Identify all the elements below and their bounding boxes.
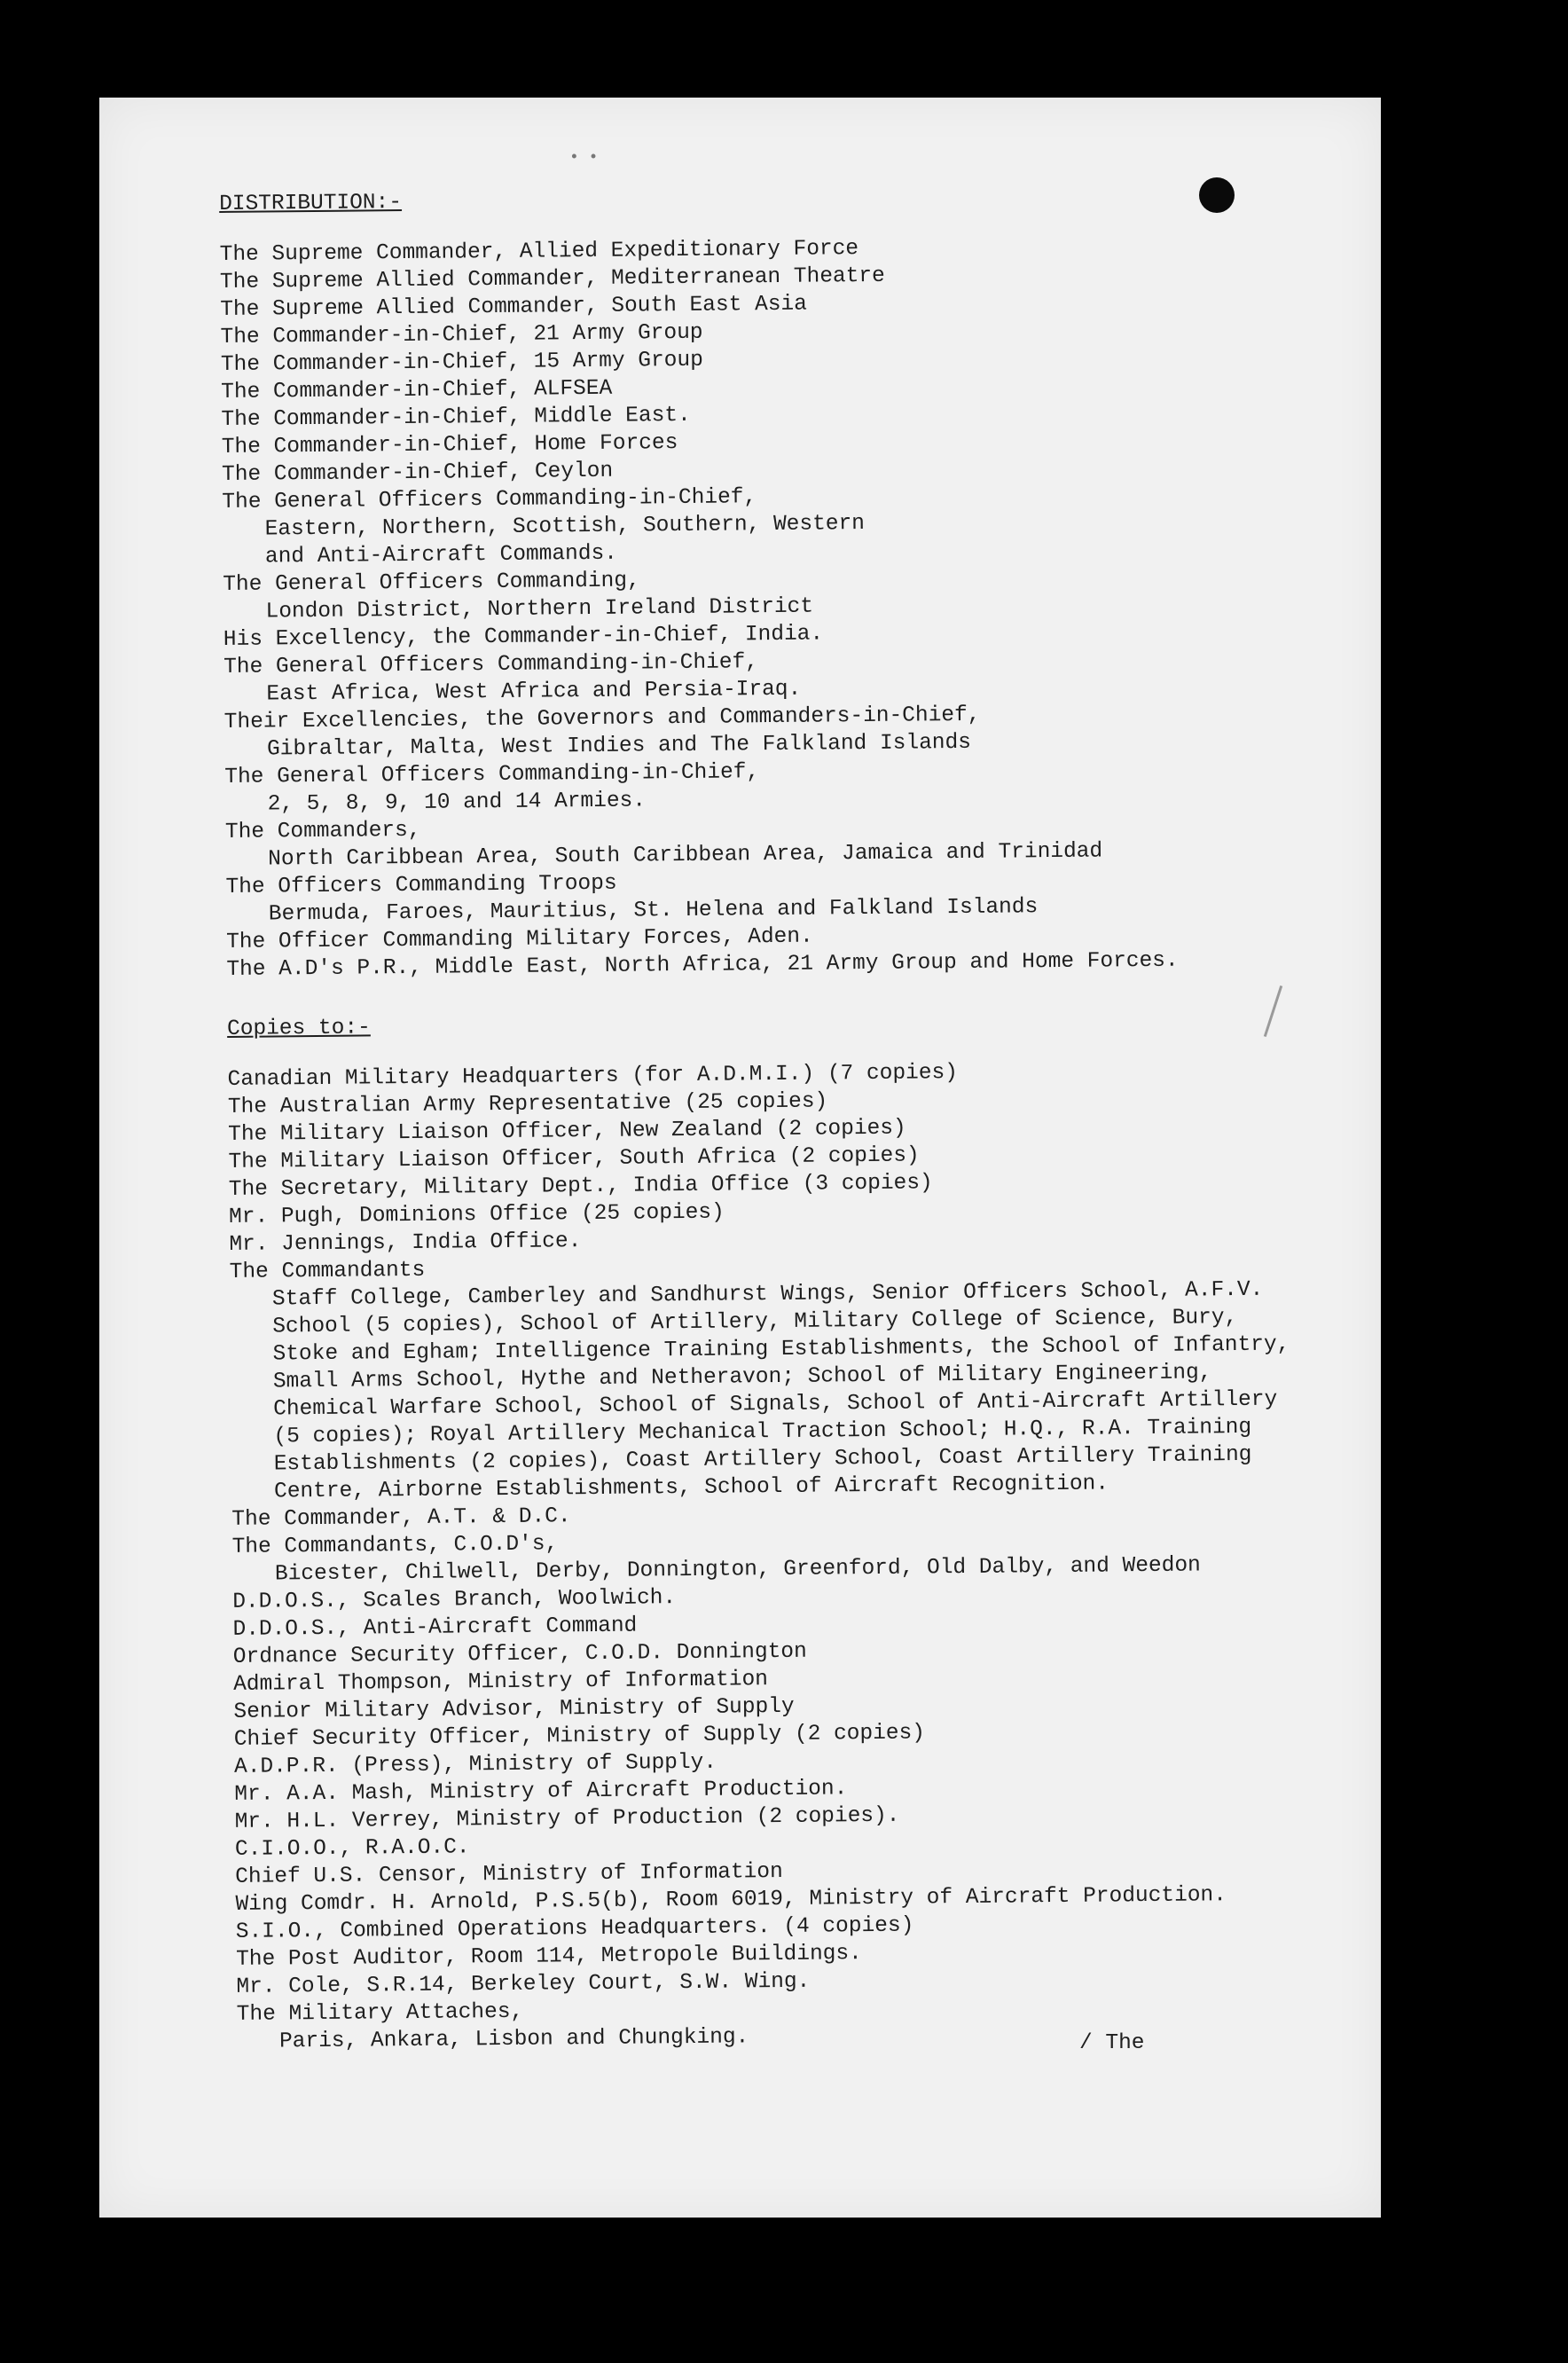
copies-line: Mr. Jennings, India Office. bbox=[229, 1229, 582, 1257]
distribution-line: Eastern, Northern, Scottish, Southern, Western bbox=[264, 512, 866, 542]
copies-line: Mr. Pugh, Dominions Office (25 copies) bbox=[228, 1200, 725, 1229]
distribution-line: East Africa, West Africa and Persia-Iraq. bbox=[266, 677, 802, 707]
copies-list bbox=[227, 1056, 1372, 2056]
copies-line: Bicester, Chilwell, Derby, Donnington, Greenford, Old Dalby, and Weedon bbox=[274, 1553, 1201, 1587]
copies-line: Chief U.S. Censor, Ministry of Information bbox=[235, 1859, 783, 1889]
copies-line: The Australian Army Representative (25 copies) bbox=[227, 1089, 828, 1119]
distribution-list bbox=[220, 231, 1362, 984]
copies-line: D.D.O.S., Anti-Aircraft Command bbox=[232, 1613, 638, 1642]
distribution-line: The General Officers Commanding, bbox=[223, 569, 640, 597]
copies-line: Canadian Military Headquarters (for A.D.M.I.) (7 copies) bbox=[227, 1061, 959, 1092]
distribution-line: 2, 5, 8, 9, 10 and 14 Armies. bbox=[267, 789, 647, 817]
distribution-line: The Commander-in-Chief, ALFSEA bbox=[221, 376, 613, 404]
continuation-mark: / The bbox=[1079, 2031, 1145, 2055]
distribution-line: His Excellency, the Commander-in-Chief, India. bbox=[223, 622, 824, 652]
distribution-line: The Commander-in-Chief, Middle East. bbox=[221, 403, 691, 432]
copies-line: Paris, Ankara, Lisbon and Chungking. bbox=[278, 2025, 749, 2054]
distribution-line: The Supreme Allied Commander, South East Asia bbox=[220, 292, 807, 322]
copies-line: The Military Liaison Officer, South Africa (2 copies) bbox=[228, 1143, 920, 1174]
copies-line: The Commandants, C.O.D's, bbox=[231, 1532, 559, 1559]
copies-heading: Copies to:- bbox=[226, 1016, 371, 1041]
copies-line: Senior Military Advisor, Ministry of Supply bbox=[233, 1694, 795, 1724]
distribution-line: The Commander-in-Chief, 15 Army Group bbox=[220, 348, 703, 377]
copies-line: S.I.O., Combined Operations Headquarters. (4 copies) bbox=[235, 1913, 914, 1944]
copies-line: Establishments (2 copies), Coast Artillery School, Coast Artillery Training bbox=[273, 1442, 1252, 1477]
copies-line: D.D.O.S., Scales Branch, Woolwich. bbox=[232, 1586, 677, 1614]
copies-line: (5 copies); Royal Artillery Mechanical Traction School; H.Q., R.A. Training bbox=[273, 1415, 1252, 1449]
distribution-line: The General Officers Commanding-in-Chief, bbox=[224, 760, 760, 789]
copies-line: C.I.O.O., R.A.O.C. bbox=[234, 1835, 470, 1862]
copies-line: Admiral Thompson, Ministry of Information bbox=[233, 1668, 769, 1697]
distribution-line: The Commanders, bbox=[224, 818, 421, 844]
copies-line: Mr. Cole, S.R.14, Berkeley Court, S.W. Wing. bbox=[236, 1969, 811, 1999]
copies-line: Centre, Airborne Establishments, School of Aircraft Recognition. bbox=[273, 1472, 1109, 1504]
distribution-line: and Anti-Aircraft Commands. bbox=[264, 541, 618, 569]
copies-line: Chemical Warfare School, School of Signals, School of Anti-Aircraft Artillery bbox=[273, 1387, 1278, 1422]
copies-line: A.D.P.R. (Press), Ministry of Supply. bbox=[233, 1750, 717, 1779]
copies-line: Mr. A.A. Mash, Ministry of Aircraft Production. bbox=[234, 1777, 848, 1807]
copies-line: The Military Attaches, bbox=[236, 1999, 524, 2027]
distribution-line: The General Officers Commanding-in-Chief, bbox=[223, 650, 759, 679]
copies-line: The Commander, A.T. & D.C. bbox=[231, 1504, 571, 1532]
copies-line: Mr. H.L. Verrey, Ministry of Production (2 copies). bbox=[234, 1803, 900, 1834]
distribution-heading: DISTRIBUTION:- bbox=[219, 191, 403, 216]
distribution-line: Their Excellencies, the Governors and Commanders-in-Chief, bbox=[223, 703, 981, 734]
distribution-line: The Commander-in-Chief, 21 Army Group bbox=[220, 320, 703, 349]
copies-line: The Military Liaison Officer, New Zealand (2 copies) bbox=[228, 1116, 906, 1147]
distribution-line: Bermuda, Faroes, Mauritius, St. Helena and Falkland Islands bbox=[268, 895, 1039, 927]
copies-line: Ordnance Security Officer, C.O.D. Donnington bbox=[232, 1639, 807, 1669]
copies-line: The Commandants bbox=[229, 1258, 426, 1284]
distribution-line: The Commander-in-Chief, Home Forces bbox=[221, 431, 678, 459]
copies-line: Chief Security Officer, Ministry of Supply (2 copies) bbox=[233, 1721, 926, 1752]
distribution-line: The General Officers Commanding-in-Chief, bbox=[222, 485, 757, 514]
document-page bbox=[99, 98, 1381, 2218]
copies-line: Wing Comdr. H. Arnold, P.S.5(b), Room 6019, Ministry of Aircraft Production. bbox=[235, 1883, 1227, 1917]
distribution-line: Gibraltar, Malta, West Indies and The Falkland Islands bbox=[266, 730, 972, 762]
copies-line: Small Arms School, Hythe and Netheravon; School of Military Engineering, bbox=[272, 1361, 1212, 1394]
distribution-line: The Supreme Commander, Allied Expeditionary Force bbox=[219, 237, 859, 267]
distribution-line: The Officer Commanding Military Forces, Aden. bbox=[226, 924, 813, 954]
distribution-line: The Supreme Allied Commander, Mediterranean Theatre bbox=[219, 263, 885, 294]
copies-line: The Post Auditor, Room 114, Metropole Buildings. bbox=[236, 1942, 862, 1972]
distribution-line: The Commander-in-Chief, Ceylon bbox=[221, 459, 614, 487]
copies-line: School (5 copies), School of Artillery, Military College of Science, Bury, bbox=[272, 1306, 1238, 1339]
document-body bbox=[219, 180, 1372, 2056]
page-mark: • • bbox=[569, 149, 599, 167]
copies-line: Staff College, Camberley and Sandhurst Wings, Senior Officers School, A.F.V. bbox=[271, 1277, 1264, 1312]
distribution-line: The Officers Commanding Troops bbox=[225, 871, 617, 899]
distribution-line: London District, Northern Ireland District bbox=[265, 594, 814, 624]
copies-line: Stoke and Egham; Intelligence Training Establishments, the School of Infantry, bbox=[272, 1332, 1290, 1367]
distribution-line: North Caribbean Area, South Caribbean Area, Jamaica and Trinidad bbox=[268, 839, 1103, 872]
copies-line: The Secretary, Military Dept., India Office (3 copies) bbox=[228, 1171, 933, 1202]
distribution-line: The A.D's P.R., Middle East, North Africa, 21 Army Group and Home Forces. bbox=[226, 948, 1179, 982]
